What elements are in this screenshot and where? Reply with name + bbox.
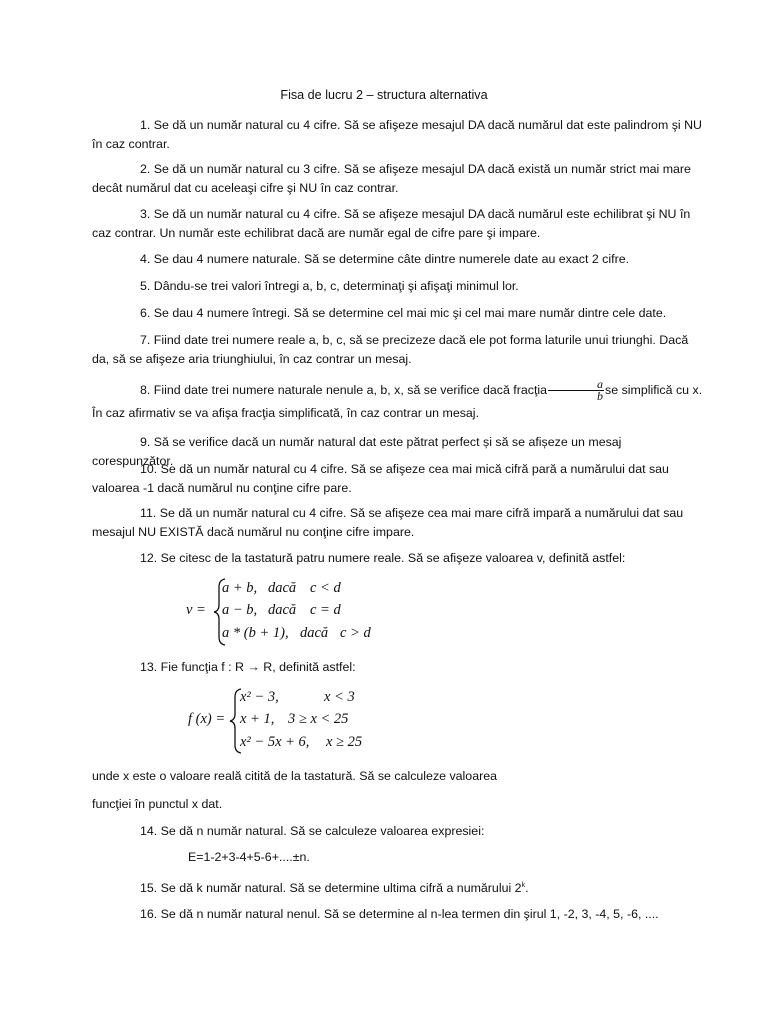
formula-f-row-2-cond: 3 ≥ x < 25 — [288, 711, 349, 727]
problem-14-expression: E=1-2+3-4+5-6+....±n. — [188, 850, 310, 864]
problem-6: 6. Se dau 4 numere întregi. Să se determine cel mai mic şi cel mai mare număr dintre cele date. — [140, 306, 667, 320]
problem-8-text-start: 8. Fiind date trei numere naturale nenule a, b, x, să se verifice dacă fracţia — [140, 383, 548, 397]
formula-v — [186, 578, 386, 648]
formula-f-row-3-cond: x ≥ 25 — [326, 734, 363, 750]
formula-v-row-3-cond: c > d — [340, 625, 371, 641]
formula-v-row-1-expr: a + b, — [222, 580, 258, 596]
problem-2: 2. Se dă un număr natural cu 3 cifre. Să se afişeze mesajul DA dacă există un număr strict mai mare decât numărul dat cu aceleaşi cifre şi NU în caz contrar. — [92, 162, 691, 195]
problem-7: 7. Fiind date trei numere reale a, b, c, să se precizeze dacă ele pot forma laturile unui triunghi. Dacă da, să se afişeze aria triunghiului, în caz contrar un mesaj. — [92, 333, 689, 366]
formula-v-row-2-expr: a − b, — [222, 602, 258, 618]
problem-15-end: . — [525, 881, 529, 896]
problem-10: 10. Se dă un număr natural cu 4 cifre. Să se afişeze cea mai mică cifră pară a numărului dat sau valoarea -1 dacă numărul nu conţine cifre pare. — [92, 462, 669, 495]
problem-8 — [92, 379, 704, 424]
formula-f-row-1-cond: x < 3 — [324, 689, 355, 705]
formula-v-row-1-word: dacă — [268, 580, 297, 596]
problem-16: 16. Se dă n număr natural nenul. Să se determine al n-lea termen din şirul 1, -2, 3, -4, 5, -6, .... — [140, 907, 659, 921]
formula-f-row-2-expr: x + 1, — [240, 711, 275, 727]
problem-15-text: 15. Se dă k număr natural. Să se determine ultima cifră a numărului 2 — [140, 881, 522, 896]
formula-v-row-3-expr: a * (b + 1), — [222, 625, 289, 641]
problem-15 — [92, 877, 704, 898]
problem-12: 12. Se citesc de la tastatură patru numere reale. Să se afişeze valoarea v, definită astfel: — [140, 551, 626, 565]
problem-3: 3. Se dă un număr natural cu 4 cifre. Să se afişeze mesajul DA dacă numărul este echilibrat şi NU în caz contrar. Un număr este echilibrat dacă are număr egal de cifre pare şi impare. — [92, 207, 691, 240]
problem-13: 13. Fie funcţia f : R → R, definită astfel: — [140, 660, 356, 674]
fraction-numerator: a — [548, 379, 604, 391]
formula-f-row-3-expr: x² − 5x + 6, — [240, 734, 310, 750]
formula-v-row-2-cond: c = d — [310, 602, 341, 618]
formula-f — [188, 688, 388, 758]
problem-8-text-end: se simplifică cu x. În caz afirmativ se va afişa fracţia simplificată, în caz contrar un mesaj. — [92, 383, 703, 421]
problem-1: 1. Se dă un număr natural cu 4 cifre. Să se afişeze mesajul DA dacă numărul dat este palindrom şi NU în caz contrar. — [92, 118, 702, 151]
fraction-a-over-b — [548, 379, 604, 402]
exponent-k: k — [521, 882, 526, 889]
problem-14: 14. Se dă n număr natural. Să se calculeze valoarea expresiei: — [140, 824, 485, 838]
fraction-denominator: b — [597, 389, 604, 404]
problem-4: 4. Se dau 4 numere naturale. Să se determine câte dintre numerele date au exact 2 cifre. — [140, 252, 630, 266]
formula-v-row-3-word: dacă — [300, 625, 329, 641]
problem-13-continuation-1: unde x este o valoare reală citită de la tastatură. Să se calculeze valoarea — [92, 769, 498, 783]
formula-v-lhs: v = — [186, 602, 206, 618]
page-title: Fisa de lucru 2 – structura alternativa — [280, 88, 488, 102]
problem-13-continuation-2: funcţiei în punctul x dat. — [92, 797, 223, 811]
formula-v-row-2-word: dacă — [268, 602, 297, 618]
formula-f-row-1-expr: x² − 3, — [240, 689, 279, 705]
problem-9: 9. Să se verifice dacă un număr natural dat este pătrat perfect și să se afișeze un mesaj corespunzător. — [92, 435, 622, 468]
problem-5: 5. Dându-se trei valori întregi a, b, c, determinaţi şi afişaţi minimul lor. — [140, 279, 519, 293]
problem-11: 11. Se dă un număr natural cu 4 cifre. Să se afişeze cea mai mare cifră impară a numărului dat sau mesajul NU EXISTĂ dacă numărul nu conţine cifre impare. — [92, 506, 684, 539]
formula-v-row-1-cond: c < d — [310, 580, 341, 596]
formula-f-lhs: f (x) = — [188, 711, 226, 727]
